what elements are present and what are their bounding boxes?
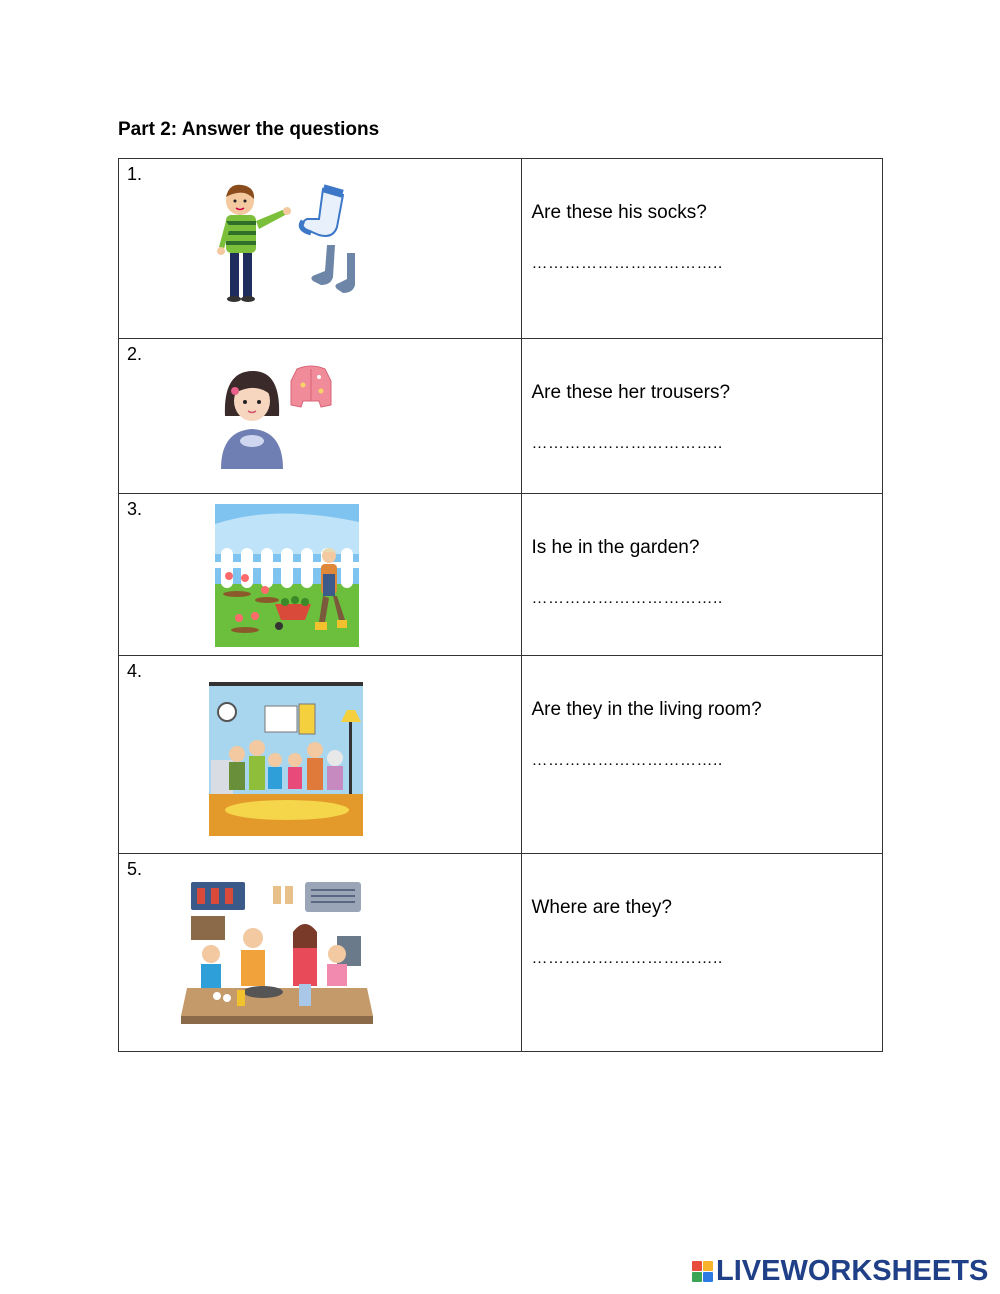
question-number: 1. [127, 164, 143, 184]
table-row [119, 854, 883, 1052]
question-text: Are they in the living room? [531, 699, 762, 720]
picture-cell [119, 854, 522, 1052]
man-in-garden-image [215, 504, 359, 647]
table-row [119, 656, 883, 854]
question-cell [522, 494, 883, 656]
question-number: 5. [127, 859, 143, 879]
family-in-living-room-image [209, 682, 363, 836]
question-number: 4. [127, 661, 143, 681]
worksheet-title: Part 2: Answer the questions [118, 119, 380, 140]
answer-field[interactable]: …………………………….. [531, 590, 723, 607]
liveworksheets-logo [692, 1255, 988, 1288]
picture-cell [119, 159, 522, 339]
question-text: Is he in the garden? [531, 537, 700, 558]
question-number: 2. [127, 344, 143, 364]
answer-field[interactable]: …………………………….. [531, 752, 723, 769]
brand-name: LIVEWORKSHEETS [716, 1255, 989, 1287]
question-cell [522, 159, 883, 339]
question-text: Where are they? [531, 897, 672, 918]
answer-field[interactable]: …………………………….. [531, 255, 723, 272]
question-cell [522, 339, 883, 494]
logo-mark-icon [692, 1261, 713, 1282]
question-text: Are these his socks? [531, 202, 707, 223]
answer-field[interactable]: …………………………….. [531, 435, 723, 452]
answer-field[interactable]: …………………………….. [531, 950, 723, 967]
table-row [119, 339, 883, 494]
girl-with-jacket-image [219, 361, 334, 471]
picture-cell [119, 494, 522, 656]
family-in-kitchen-image [177, 880, 377, 1030]
table-row [119, 494, 883, 656]
picture-cell [119, 339, 522, 494]
question-cell [522, 656, 883, 854]
questions-table [118, 158, 883, 1052]
boy-with-socks-image [215, 181, 375, 306]
picture-cell [119, 656, 522, 854]
question-number: 3. [127, 499, 143, 519]
question-text: Are these her trousers? [531, 382, 731, 403]
table-row [119, 159, 883, 339]
question-cell [522, 854, 883, 1052]
